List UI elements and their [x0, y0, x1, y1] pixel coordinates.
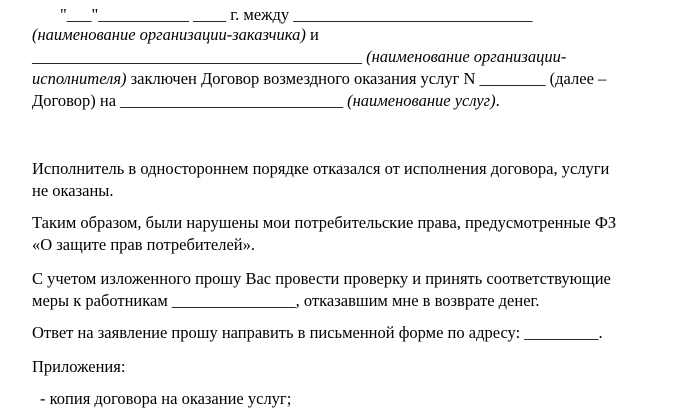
- response-paragraph: [32, 322, 603, 344]
- services-placeholder: (наименование услуг): [347, 91, 496, 110]
- attachment-item: [40, 388, 291, 410]
- conjunction-text: и: [305, 25, 319, 44]
- services-text: Договор) на ___________________________: [32, 91, 348, 110]
- contract-date-line: [60, 4, 533, 26]
- contract-date-text: "___"___________ ____ г. между _____________________________: [60, 5, 533, 24]
- attachment-item-text: - копия договора на оказание услуг;: [40, 389, 292, 408]
- contract-number-text: заключен Договор возмездного оказания услуг N ________ (далее –: [126, 69, 607, 88]
- rights-paragraph-line2: [32, 234, 255, 256]
- refusal-paragraph-line1: [32, 158, 609, 180]
- customer-placeholder: (наименование организации-заказчика): [32, 25, 306, 44]
- attachments-heading-text: Приложения:: [32, 357, 126, 376]
- customer-name-line: [32, 24, 319, 46]
- contract-number-line: [32, 68, 606, 90]
- paragraph-text: С учетом изложенного прошу Вас провести проверку и принять соответствующие: [32, 269, 611, 288]
- paragraph-text: Исполнитель в одностороннем порядке отказался от исполнения договора, услуги: [32, 159, 610, 178]
- paragraph-text: Таким образом, были нарушены мои потребительские права, предусмотренные ФЗ: [32, 213, 617, 232]
- paragraph-text: Ответ на заявление прошу направить в письменной форме по адресу: _________.: [32, 323, 603, 342]
- paragraph-text: меры к работникам _______________, отказавшим мне в возврате денег.: [32, 291, 540, 310]
- executor-blank: ________________________________________: [32, 47, 367, 66]
- refusal-paragraph-line2: [32, 180, 114, 202]
- services-period: .: [495, 91, 500, 110]
- paragraph-text: «О защите прав потребителей».: [32, 235, 256, 254]
- executor-name-line: [32, 46, 566, 68]
- services-line: [32, 90, 500, 112]
- attachments-heading: [32, 356, 125, 378]
- rights-paragraph-line1: [32, 212, 616, 234]
- executor-placeholder-end: исполнителя): [32, 69, 127, 88]
- paragraph-text: не оказаны.: [32, 181, 114, 200]
- request-paragraph-line1: [32, 268, 611, 290]
- executor-placeholder-start: (наименование организации-: [366, 47, 567, 66]
- request-paragraph-line2: [32, 290, 540, 312]
